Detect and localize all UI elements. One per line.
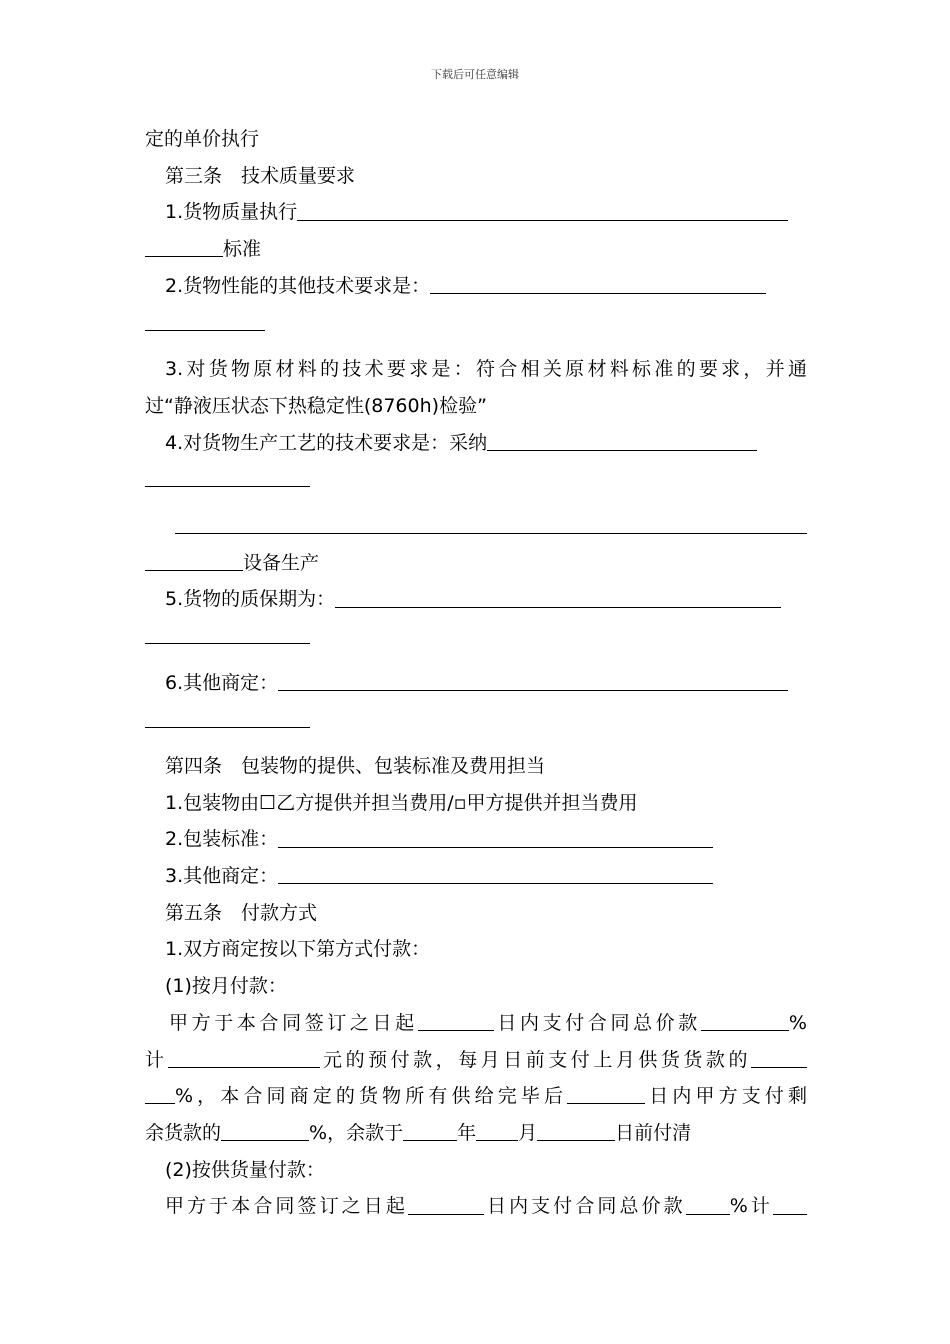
process-cont [145, 461, 807, 498]
warranty-cont [145, 618, 807, 655]
monthly-payment-heading: (1)按月付款： [165, 975, 287, 998]
blank-field[interactable] [145, 237, 223, 257]
blank-field[interactable] [335, 588, 781, 608]
blank-field[interactable] [537, 1121, 615, 1141]
process-line: 4.对货物生产工艺的技术要求是：采纳 [145, 425, 807, 462]
section-heading-5: 第五条 付款方式 [165, 901, 318, 924]
section-heading-4: 第四条 包装物的提供、包装标准及费用担当 [165, 755, 546, 777]
blank-field[interactable] [403, 1121, 457, 1141]
blank-field[interactable] [751, 1048, 807, 1068]
blank-field[interactable] [145, 311, 265, 331]
volume-payment-heading: (2)按供货量付款： [165, 1158, 325, 1181]
blank-field[interactable] [278, 864, 713, 884]
blank-field[interactable] [408, 1195, 484, 1215]
packaging-line: 1.包装物由☐乙方提供并担当费用/▫甲方提供并担当费用 [165, 791, 638, 814]
blank-field[interactable] [145, 551, 243, 571]
monthly-payment-p3: %，本合同商定的货物所有供给完毕后 日内甲方支付剩 [145, 1078, 807, 1115]
performance-cont [145, 304, 807, 341]
section-heading-3: 第三条 技术质量要求 [165, 164, 356, 187]
blank-field[interactable] [221, 1121, 309, 1141]
blank-field[interactable] [145, 708, 310, 728]
monthly-payment-p4: 余货款的 %，余款于 年 月 日前付清 [145, 1121, 692, 1144]
monthly-payment-p1: 甲方于本合同签订之日起 日内支付合同总价款 % [169, 1011, 807, 1034]
payment-method-line: 1.双方商定按以下第方式付款： [165, 938, 431, 961]
checkbox-icon[interactable]: ☐ [259, 791, 277, 814]
other-terms-cont [145, 701, 807, 738]
blank-field[interactable] [145, 467, 310, 487]
blank-field[interactable] [773, 1195, 807, 1215]
blank-field[interactable] [701, 1011, 789, 1031]
warranty-line: 5.货物的质保期为： [145, 581, 807, 618]
process-blank-line [145, 508, 807, 545]
packaging-other-line: 3.其他商定： [145, 858, 807, 895]
volume-payment-p1: 甲方于本合同签订之日起 日内支付合同总价款 %计 [145, 1188, 807, 1225]
quality-standard-cont: 标准 [145, 231, 807, 268]
blank-field[interactable] [418, 1011, 494, 1031]
packaging-standard-line: 2.包装标准： [145, 821, 807, 858]
raw-material-cont: 过“静液压状态下热稳定性(8760h)检验” [145, 394, 487, 417]
other-terms-line: 6.其他商定： [145, 665, 807, 702]
performance-line: 2.货物性能的其他技术要求是： [145, 268, 807, 305]
blank-field[interactable] [175, 514, 807, 534]
quality-standard-line: 1.货物质量执行 [145, 194, 807, 231]
blank-field[interactable] [430, 274, 766, 294]
document-body [145, 121, 807, 1225]
blank-field[interactable] [278, 671, 788, 691]
blank-field[interactable] [567, 1084, 645, 1104]
blank-field[interactable] [297, 201, 788, 221]
checkbox-icon[interactable]: ▫ [453, 791, 467, 814]
raw-material-line: 3.对货物原材料的技术要求是：符合相关原材料标准的要求，并通 [165, 358, 807, 381]
blank-field[interactable] [476, 1121, 518, 1141]
page-header: 下载后可任意编辑 [431, 68, 519, 81]
monthly-payment-p2: 计 元的预付款，每月日前支付上月供货货款的 [145, 1042, 807, 1079]
blank-field[interactable] [686, 1195, 730, 1215]
blank-field[interactable] [168, 1048, 320, 1068]
blank-field[interactable] [145, 1084, 175, 1104]
blank-field[interactable] [145, 624, 310, 644]
equipment-line: 设备生产 [145, 545, 807, 582]
blank-field[interactable] [487, 431, 757, 451]
blank-field[interactable] [278, 828, 713, 848]
text-line: 定的单价执行 [145, 128, 260, 150]
